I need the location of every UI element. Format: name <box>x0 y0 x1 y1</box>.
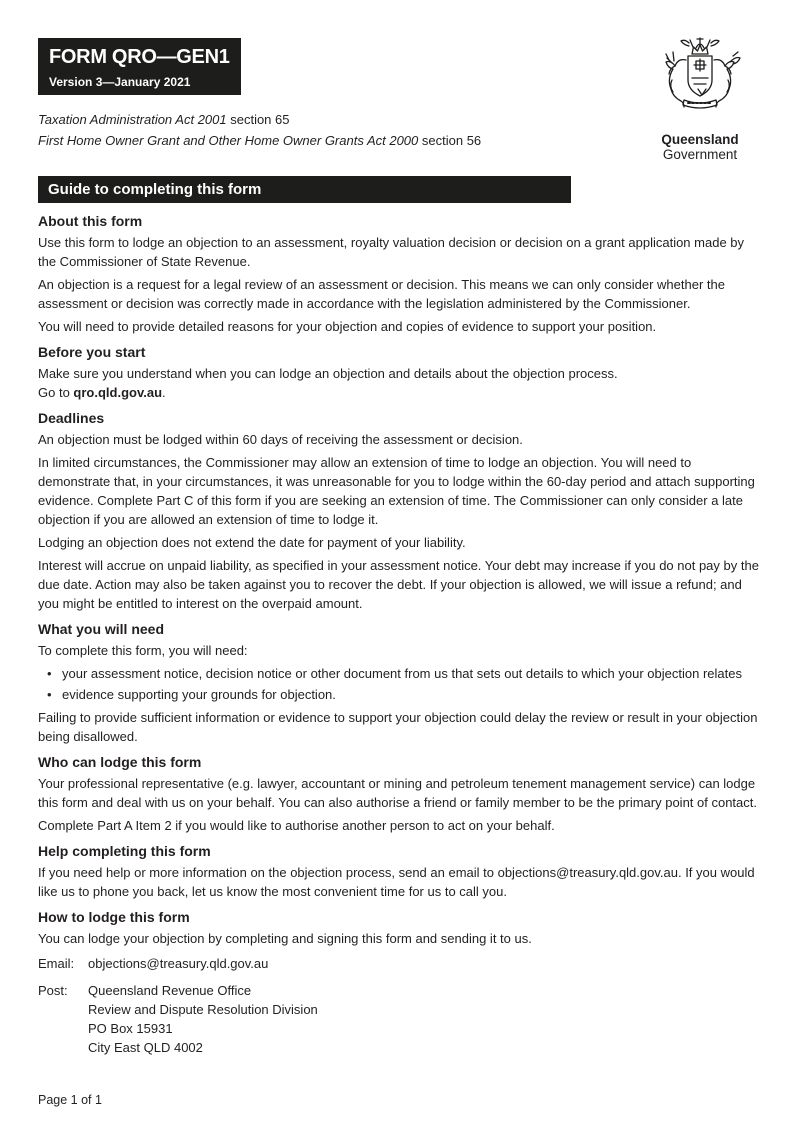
need-intro: To complete this form, you will need: <box>38 643 248 658</box>
post-label: Post: <box>38 983 68 998</box>
heading-what-you-will-need: What you will need <box>38 621 165 637</box>
act-section-2: section 56 <box>418 133 482 148</box>
guide-sections <box>38 213 762 1057</box>
about-paragraph-3: You will need to provide detailed reasons for your objection and copies of evidence to support your position. <box>38 319 657 334</box>
heading-how-to-lodge: How to lodge this form <box>38 909 190 925</box>
logo-text-government: Government <box>662 147 738 162</box>
need-outro: Failing to provide sufficient information or evidence to support your objection could delay the review or result in your objection being disallowed. <box>38 710 758 744</box>
qld-government-logo <box>650 34 750 162</box>
qro-website-url: qro.qld.gov.au <box>73 385 163 400</box>
about-paragraph-2: An objection is a request for a legal review of an assessment or decision. This means we can only consider whether the assessment or decision was correctly made in accordance with the legislation administered by the Commissioner. <box>38 277 725 311</box>
form-code: FORM QRO—GEN1 <box>49 46 230 68</box>
need-bullet-1: • your assessment notice, decision notice or other document from us that sets out details to which your objection relates <box>62 664 762 683</box>
who-paragraph-2: Complete Part A Item 2 if you would like to authorise another person to act on your behalf. <box>38 818 555 833</box>
post-line-1: Queensland Revenue Office <box>88 983 252 998</box>
postal-address <box>88 981 318 1057</box>
logo-text-queensland: Queensland <box>661 132 739 147</box>
deadlines-paragraph-1: An objection must be lodged within 60 days of receiving the assessment or decision. <box>38 432 523 447</box>
heading-about: About this form <box>38 213 143 229</box>
deadlines-paragraph-2: In limited circumstances, the Commissioner may allow an extension of time to lodge an objection. You will need to demonstrate that, in your circumstances, it was unreasonable for you to lodge within the 60-day period and attach supporting evidence. Complete Part C of this form if you are seeking an extension of time. The Commissioner can only consider a late objection if you are allowed an extension of time to lodge it. <box>38 455 755 527</box>
heading-who-can-lodge: Who can lodge this form <box>38 754 202 770</box>
page-number: Page 1 of 1 <box>38 1093 102 1107</box>
post-line-4: City East QLD 4002 <box>88 1040 203 1055</box>
post-contact-row <box>38 981 762 1057</box>
need-bullet-list <box>38 664 762 704</box>
form-title-box <box>38 38 241 95</box>
guide-banner <box>38 176 571 203</box>
heading-help-completing: Help completing this form <box>38 843 211 859</box>
heading-deadlines: Deadlines <box>38 410 105 426</box>
before-paragraph <box>38 364 762 402</box>
about-paragraph-1: Use this form to lodge an objection to an assessment, royalty valuation decision or decision on a grant application made by the Commissioner of State Revenue. <box>38 235 745 269</box>
lodge-paragraph: You can lodge your objection by completing and signing this form and sending it to us. <box>38 931 532 946</box>
guide-banner-title: Guide to completing this form <box>48 181 262 198</box>
goto-suffix: . <box>162 385 166 400</box>
act-name-1: Taxation Administration Act 2001 <box>38 112 227 127</box>
act-section-1: section 65 <box>226 112 290 127</box>
before-line-1: Make sure you understand when you can lodge an objection and details about the objection process. <box>38 366 618 381</box>
heading-before-you-start: Before you start <box>38 344 146 360</box>
post-line-3: PO Box 15931 <box>88 1021 173 1036</box>
goto-prefix: Go to <box>38 385 74 400</box>
form-version: Version 3—January 2021 <box>49 75 191 89</box>
need-bullet-2: • evidence supporting your grounds for objection. <box>62 685 762 704</box>
act-name-2: First Home Owner Grant and Other Home Owner Grants Act 2000 <box>38 133 419 148</box>
post-line-2: Review and Dispute Resolution Division <box>88 1002 318 1017</box>
deadlines-paragraph-3: Lodging an objection does not extend the date for payment of your liability. <box>38 535 466 550</box>
who-paragraph-1: Your professional representative (e.g. lawyer, accountant or mining and petroleum tenement management service) can lodge this form and deal with us on your behalf. You can also authorise a friend or family member to be the primary point of contact. <box>38 776 757 810</box>
email-contact-row <box>38 954 762 973</box>
help-paragraph: If you need help or more information on the objection process, send an email to objections@treasury.qld.gov.au. If you would like us to phone you back, let us know the most convenient time for us to call you. <box>38 865 755 899</box>
email-label: Email: <box>38 956 75 971</box>
coat-of-arms-icon <box>658 34 742 130</box>
deadlines-paragraph-4: Interest will accrue on unpaid liability, as specified in your assessment notice. Your debt may increase if you do not pay by the due date. Action may also be taken against you to recover the debt. If your objection is allowed, we will issue a refund; and you might be entitled to interest on the overpaid amount. <box>38 558 759 611</box>
email-address: objections@treasury.qld.gov.au <box>88 956 269 971</box>
